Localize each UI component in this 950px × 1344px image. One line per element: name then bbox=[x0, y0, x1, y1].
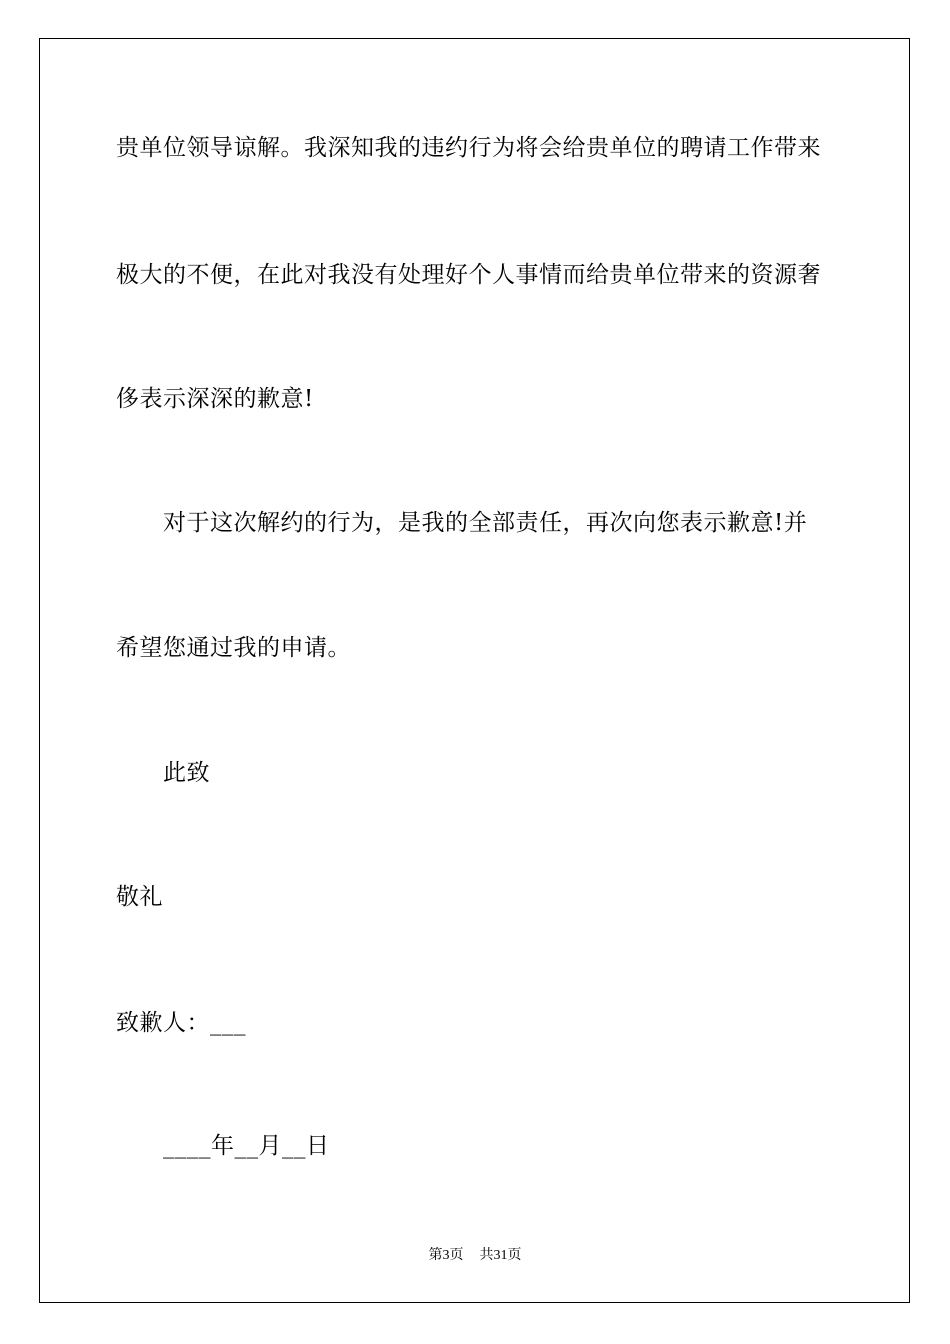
closing-regards: 敬礼 bbox=[116, 884, 163, 910]
body-line-1: 贵单位领导谅解。我深知我的违约行为将会给贵单位的聘请工作带来 bbox=[116, 135, 821, 161]
page-border bbox=[39, 38, 910, 1303]
body-line-2: 极大的不便，在此对我没有处理好个人事情而给贵单位带来的资源奢 bbox=[116, 262, 821, 288]
body-line-5: 希望您通过我的申请。 bbox=[116, 635, 351, 661]
signature-line: 致歉人：___ bbox=[116, 1010, 246, 1036]
page-footer bbox=[0, 1247, 950, 1265]
page-number: 第3页 bbox=[428, 1248, 464, 1263]
closing-salutation: 此致 bbox=[163, 760, 210, 786]
body-line-3: 侈表示深深的歉意! bbox=[116, 386, 314, 412]
page-total: 共31页 bbox=[479, 1248, 522, 1263]
body-line-4: 对于这次解约的行为，是我的全部责任，再次向您表示歉意!并 bbox=[163, 510, 808, 536]
date-line: ____年__月__日 bbox=[163, 1133, 330, 1159]
